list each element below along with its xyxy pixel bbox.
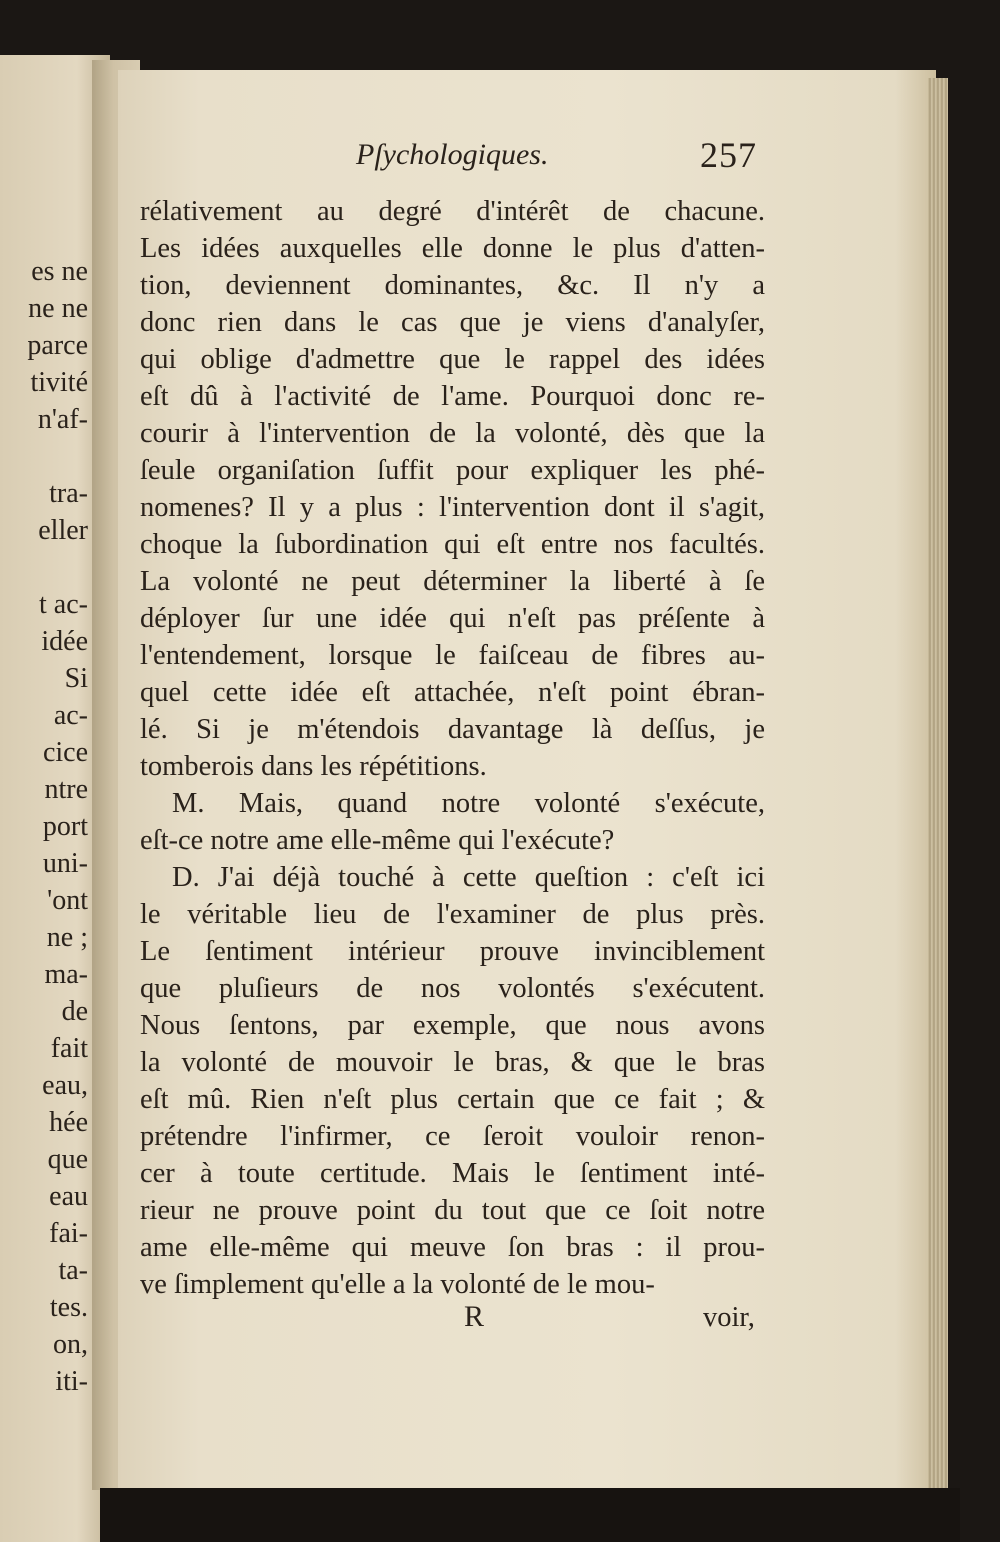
- left-page-fragment: ne ;: [46, 922, 88, 953]
- left-page-fragment: idée: [41, 626, 88, 657]
- text-line: Nous ſentons, par exemple, que nous avons: [140, 1010, 765, 1041]
- text-line: rélativement au degré d'intérêt de chacune.: [140, 196, 765, 227]
- left-page-fragment: ac-: [53, 700, 88, 731]
- left-page-fragment: fai-: [49, 1218, 88, 1249]
- left-page-fragment: eller: [38, 515, 88, 546]
- left-page-fragment: tra-: [49, 478, 88, 509]
- left-page-fragment: eau,: [42, 1070, 88, 1101]
- text-line: rieur ne prouve point du tout que ce ſoit notre: [140, 1195, 765, 1226]
- page-edge: [928, 78, 948, 1490]
- left-page-fragment: ma-: [44, 959, 88, 990]
- running-head: Pſychologiques.: [356, 138, 549, 171]
- text-line: la volonté de mouvoir le bras, & que le bras: [140, 1047, 765, 1078]
- text-line: nomenes? Il y a plus : l'intervention dont il s'agit,: [140, 492, 765, 523]
- left-page-fragment: on,: [53, 1329, 88, 1360]
- text-line: La volonté ne peut déterminer la liberté à ſe: [140, 566, 765, 597]
- text-line: prétendre l'infirmer, ce ſeroit vouloir renon-: [140, 1121, 765, 1152]
- text-line: lé. Si je m'étendois davantage là deſſus, je: [140, 714, 765, 745]
- left-page-text-fragments: [27, 253, 88, 1400]
- text-line: donc rien dans le cas que je viens d'analyſer,: [140, 307, 765, 338]
- left-page-fragment: tivité: [30, 367, 88, 398]
- text-line: le véritable lieu de l'examiner de plus près.: [140, 899, 765, 930]
- left-page-fragment: iti-: [55, 1366, 88, 1397]
- text-line: ſeule organiſation ſuffit pour expliquer les phé-: [140, 455, 765, 486]
- bottom-shadow: [100, 1488, 960, 1542]
- text-line: cer à toute certitude. Mais le ſentiment inté-: [140, 1158, 765, 1189]
- page-number: 257: [700, 135, 757, 175]
- text-line: quel cette idée eſt attachée, n'eſt point ébran-: [140, 677, 765, 708]
- text-line: M. Mais, quand notre volonté s'exécute,: [172, 788, 765, 819]
- left-page-fragment: ta-: [58, 1255, 88, 1286]
- left-page-fragment: cice: [42, 737, 88, 768]
- left-page-fragment: t ac-: [39, 589, 88, 620]
- left-page-fragment: hée: [49, 1107, 88, 1138]
- text-line: eſt dû à l'activité de l'ame. Pourquoi donc re-: [140, 381, 765, 412]
- text-line: courir à l'intervention de la volonté, dès que la: [140, 418, 765, 449]
- text-line: ame elle-même qui meuve ſon bras : il prou-: [140, 1232, 765, 1263]
- left-page-fragment: tes.: [49, 1292, 88, 1323]
- left-page-fragment: fait: [50, 1033, 88, 1064]
- left-page-fragment: que: [47, 1144, 88, 1175]
- text-line: déployer ſur une idée qui n'eſt pas préſente à: [140, 603, 765, 634]
- left-page-fragment: ne ne: [28, 293, 88, 324]
- text-line: eſt-ce notre ame elle-même qui l'exécute?: [140, 825, 615, 856]
- text-line: l'entendement, lorsque le faiſceau de fibres au-: [140, 640, 765, 671]
- left-page-fragment: uni-: [42, 848, 88, 879]
- text-line: Les idées auxquelles elle donne le plus d'atten-: [140, 233, 765, 264]
- text-line: que pluſieurs de nos volontés s'exécutent.: [140, 973, 765, 1004]
- text-line: choque la ſubordination qui eſt entre nos facultés.: [140, 529, 765, 560]
- left-page-fragment: parce: [27, 330, 88, 361]
- left-page-fragment: n'af-: [37, 404, 88, 435]
- left-page-fragment: port: [42, 811, 88, 842]
- left-page-fragment: ntre: [44, 774, 88, 805]
- text-line: Le ſentiment intérieur prouve invinciblement: [140, 936, 765, 967]
- body-text: [140, 193, 765, 1303]
- left-page-fragment: de: [61, 996, 88, 1027]
- text-line: D. J'ai déjà touché à cette queſtion : c'eſt ici: [172, 862, 765, 893]
- text-line: tion, deviennent dominantes, &c. Il n'y a: [140, 270, 765, 301]
- text-line: eſt mû. Rien n'eſt plus certain que ce fait ; &: [140, 1084, 765, 1115]
- catchword: voir,: [703, 1302, 755, 1333]
- signature-mark: R: [464, 1300, 485, 1333]
- left-page-fragment: es ne: [31, 256, 88, 287]
- left-page-fragment: [27, 438, 88, 475]
- left-page-fragment: Si: [64, 663, 88, 694]
- left-page-fragment: 'ont: [47, 885, 88, 916]
- text-line: tomberois dans les répétitions.: [140, 751, 487, 782]
- left-page-fragment: eau: [49, 1181, 88, 1212]
- text-line: qui oblige d'admettre que le rappel des idées: [140, 344, 765, 375]
- left-page-fragment: [27, 549, 88, 586]
- text-line: ve ſimplement qu'elle a la volonté de le mou-: [140, 1269, 655, 1300]
